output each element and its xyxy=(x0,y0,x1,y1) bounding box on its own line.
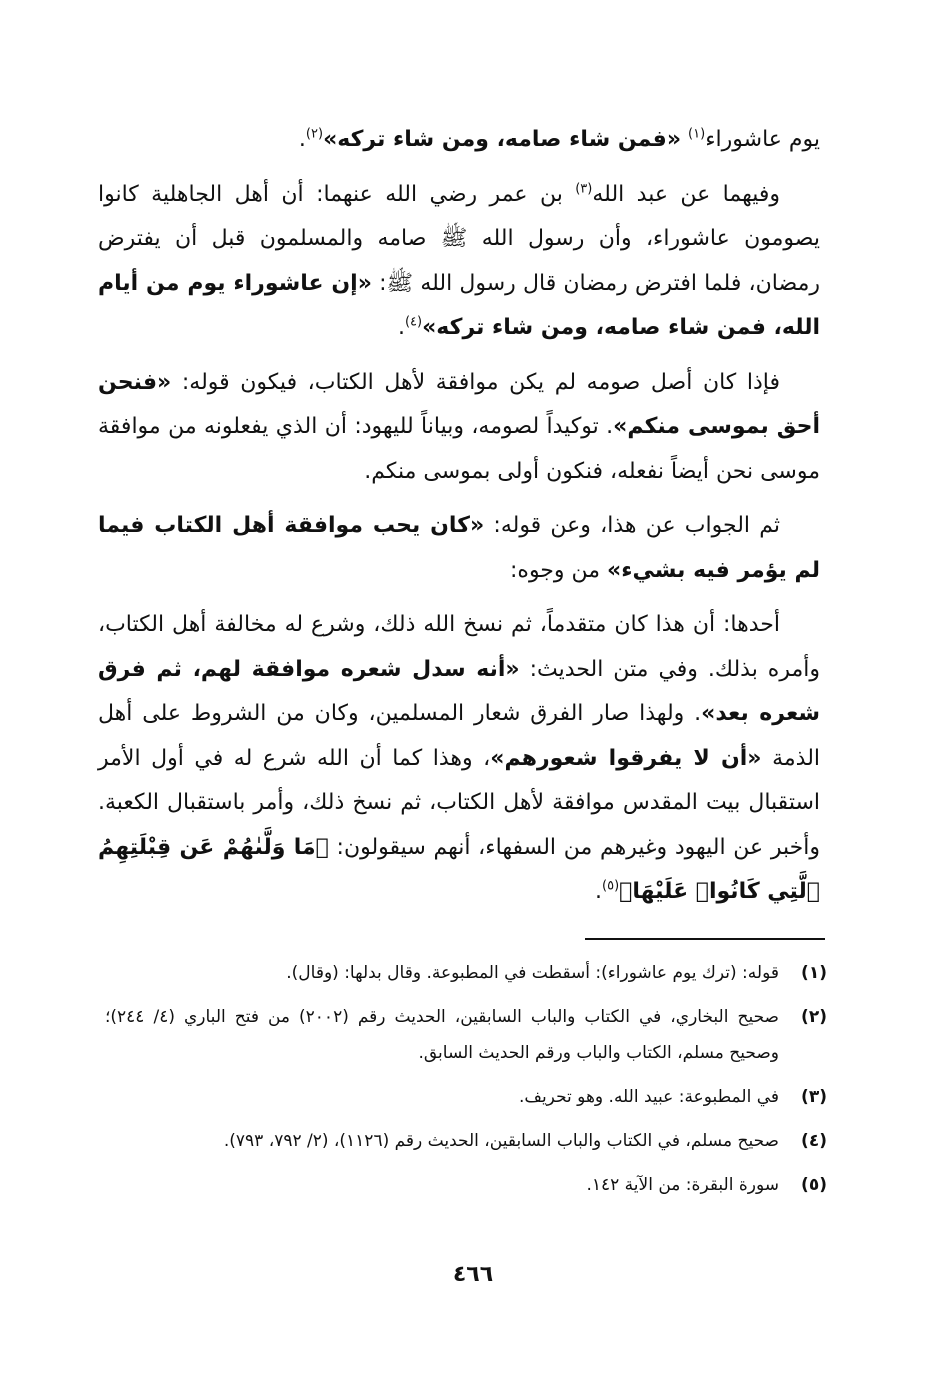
paragraph-2 xyxy=(98,173,820,351)
footnote-ref: (١) xyxy=(688,126,706,142)
text-run: . xyxy=(397,315,405,340)
text-run: من وجوه: xyxy=(510,557,608,583)
hadith-quote: «فمن شاء صامه، ومن شاء تركه» xyxy=(323,127,682,152)
footnote-5 xyxy=(105,1167,827,1203)
quran-verse: ﴿مَا وَلَّىٰهُمْ عَن قِبْلَتِهِمُ ٱلَّتِي كَانُوا۟ عَلَيْهَا﴾ xyxy=(98,834,820,904)
paragraph-3 xyxy=(98,361,820,495)
hadith-quote: «فنحن أحق بموسى منكم» xyxy=(98,369,820,439)
text-run: فإذا كان أصل صومه لم يكن موافقة لأهل الكتاب، فيكون قوله: xyxy=(171,369,780,395)
footnotes xyxy=(105,955,827,1211)
paragraph-4 xyxy=(98,504,820,593)
text-run: . xyxy=(595,879,602,904)
footnote-separator xyxy=(585,938,825,940)
footnote-number: (٣) xyxy=(801,1087,827,1107)
text-run xyxy=(681,127,688,152)
text-run: . توكيداً لصومه، وبياناً لليهود: أن الذي يفعلونه من موافقة موسى نحن أيضاً نفعله، فنكون أولى بموسى منكم. xyxy=(98,414,820,484)
hadith-quote: «أنه سدل شعره موافقة لهم، ثم فرق شعره بعد» xyxy=(98,656,820,726)
page-number: ٤٦٦ xyxy=(452,1262,494,1287)
footnote-3 xyxy=(105,1079,827,1115)
footnote-number: (١) xyxy=(801,963,827,983)
footnote-1 xyxy=(105,955,827,991)
text-run: . xyxy=(298,127,306,152)
text-run: وفيهما عن عبد الله xyxy=(592,181,780,207)
text-run: . ولهذا صار الفرق شعار المسلمين، وكان من الشروط على أهل الذمة xyxy=(98,701,821,771)
text-run: ، وهذا كما أن الله شرع له في أول الأمر استقبال بيت المقدس موافقة لأهل الكتاب، ثم نسخ ذلك، وأمر باستقبال الكعبة. وأخبر عن اليهود وغيرهم من السفهاء، أنهم سيقولون: xyxy=(98,745,820,860)
footnote-text: قوله: (ترك يوم عاشوراء): أسقطت في المطبوعة. وقال بدلها: (وقال). xyxy=(286,963,779,983)
footnote-4 xyxy=(105,1123,827,1159)
hadith-quote: «إن عاشوراء يوم من أيام الله، فمن شاء صامه، ومن شاء تركه» xyxy=(98,270,820,340)
footnote-number: (٢) xyxy=(801,1007,827,1027)
footnote-2 xyxy=(105,999,827,1071)
text-run: بن عمر رضي الله عنهما: أن أهل الجاهلية كانوا يصومون عاشوراء، وأن رسول الله ﷺ صامه والمسلمون قبل أن يفترض رمضان، فلما افترض رمضان قال رسول الله ﷺ: xyxy=(98,181,820,296)
text-run: يوم عاشوراء xyxy=(705,127,820,152)
footnote-ref: (٢) xyxy=(305,126,324,142)
footnote-text: سورة البقرة: من الآية ١٤٢. xyxy=(586,1175,779,1195)
main-text xyxy=(98,118,820,915)
footnote-number: (٥) xyxy=(801,1175,827,1195)
footnote-ref: (٣) xyxy=(575,181,593,197)
text-run: أحدها: أن هذا كان متقدماً، ثم نسخ الله ذلك، وشرع له مخالفة أهل الكتاب، وأمره بذلك. وفي متن الحديث: xyxy=(98,612,820,682)
paragraph-5 xyxy=(98,603,820,915)
footnote-text: في المطبوعة: عبيد الله. وهو تحريف. xyxy=(518,1087,779,1107)
footnote-text: صحيح البخاري، في الكتاب والباب السابقين، الحديث رقم (٢٠٠٢) من فتح الباري (٤/ ٢٤٤)؛ وصحيح مسلم، الكتاب والباب ورقم الحديث السابق. xyxy=(105,1007,779,1063)
footnote-ref: (٤) xyxy=(404,314,423,330)
paragraph-1 xyxy=(98,118,820,163)
hadith-quote: «كان يحب موافقة أهل الكتاب فيما لم يؤمر فيه بشيء» xyxy=(98,513,820,583)
hadith-quote: «أن لا يفرقوا شعورهم» xyxy=(490,745,762,771)
text-run: ثم الجواب عن هذا، وعن قوله: xyxy=(484,513,780,538)
footnote-ref: (٥) xyxy=(602,878,620,894)
footnote-text: صحيح مسلم، في الكتاب والباب السابقين، الحديث رقم (١١٢٦)، (٢/ ٧٩٢، ٧٩٣). xyxy=(223,1131,779,1151)
footnote-number: (٤) xyxy=(801,1131,827,1151)
